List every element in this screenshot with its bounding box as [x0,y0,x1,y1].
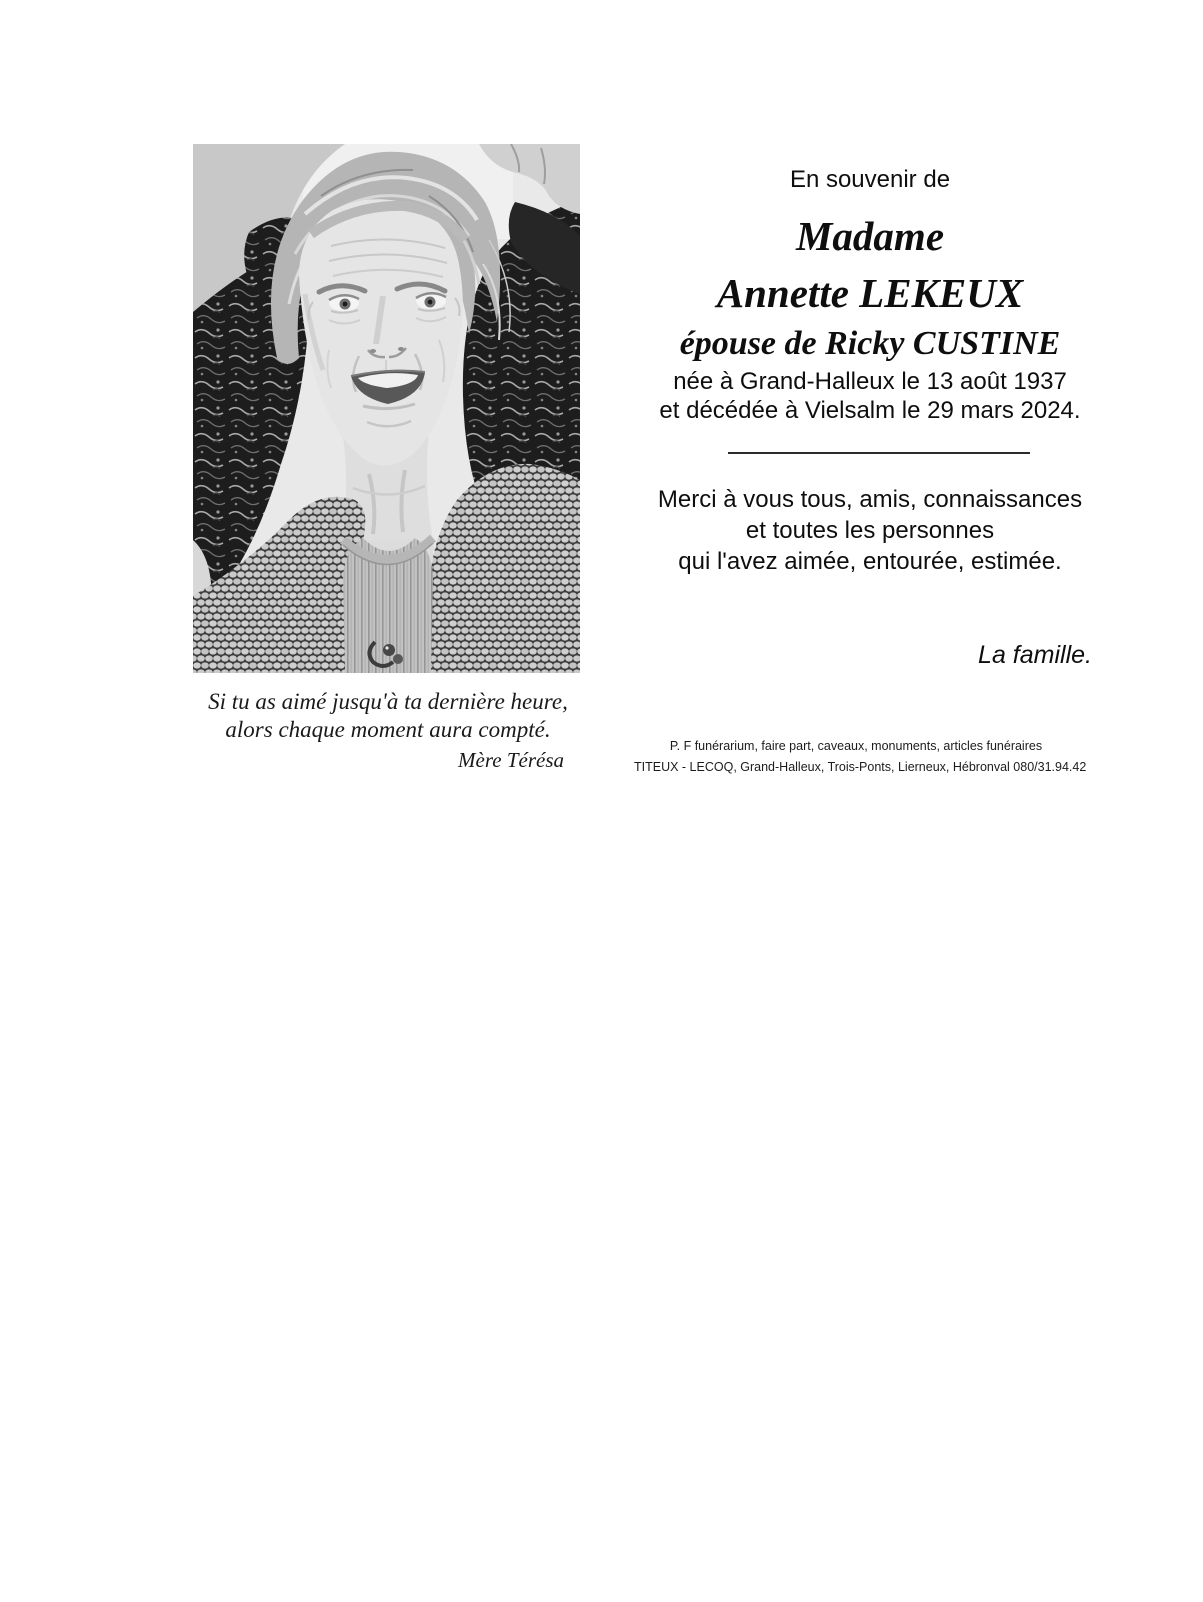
funeral-home-contact-line: TITEUX - LECOQ, Grand-Halleux, Trois-Ponts, Lierneux, Hébronval 080/31.94.42 [634,759,1087,774]
quote-line-1: Si tu as aimé jusqu'à ta dernière heure, [208,689,568,714]
birth-line: née à Grand-Halleux le 13 août 1937 [673,368,1067,395]
intro-line: En souvenir de [789,166,951,193]
deceased-name: Annette LEKEUX [716,270,1024,316]
funeral-home-block [634,736,1087,777]
title-madame: Madame [795,213,945,259]
quote-attribution: Mère Térésa [458,748,564,772]
quote-block [156,688,620,774]
family-signature: La famille. [978,641,1092,669]
portrait-photo [193,144,580,673]
thanks-line-1: Merci à vous tous, amis, connaissances [657,486,1083,513]
thanks-line-2: et toutes les personnes [745,517,995,544]
portrait-photo-art [193,144,580,673]
quote-line-2: alors chaque moment aura compté. [225,717,551,742]
divider-line [728,452,1030,454]
death-line: et décédée à Vielsalm le 29 mars 2024. [659,397,1081,424]
thanks-block [648,484,1092,577]
memorial-text-column [634,0,1092,800]
funeral-home-services-line: P. F funérarium, faire part, caveaux, monuments, articles funéraires [669,739,1043,753]
thanks-line-3: qui l'avez aimée, entourée, estimée. [678,548,1062,575]
spouse-line: épouse de Ricky CUSTINE [679,325,1061,362]
